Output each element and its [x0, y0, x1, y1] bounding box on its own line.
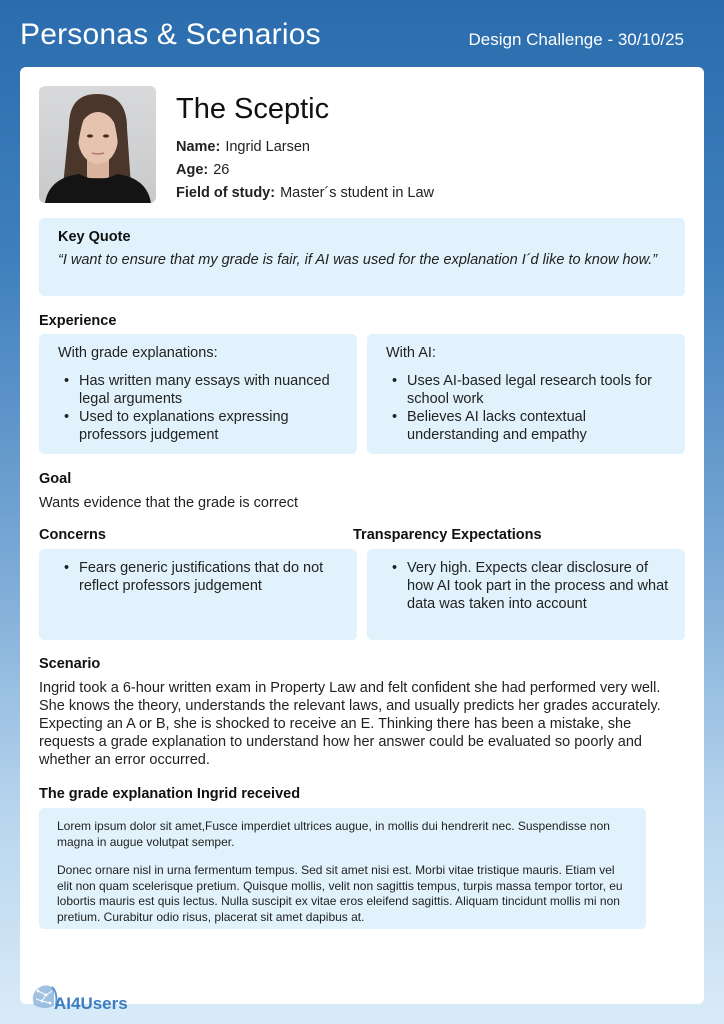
experience-grade-heading: With grade explanations: [58, 345, 218, 361]
list-item: • Very high. Expects clear disclosure of how AI took part in the process and what data was taken into account [407, 559, 671, 613]
key-quote-box [39, 218, 685, 296]
logo-text: AI4Users [54, 994, 128, 1013]
transparency-list [407, 559, 671, 613]
grade-explanation-paragraph-1: Lorem ipsum dolor sit amet,Fusce imperdiet ultrices augue, in mollis dui hendrerit nec. Suspendisse non magna in augue volutpat semper. [57, 819, 610, 849]
list-item: • Has written many essays with nuanced legal arguments [79, 372, 343, 408]
scenario-text: Ingrid took a 6-hour written exam in Property Law and felt confident she had performed very well. She knows the theory, understands the relevant laws, and usually predicts her grades accurately. Expecting an A or B, she is shocked to receive an E. Thinking there has been a mistake, she requests a grade explanation to understand how her answer could be evaluated so poorly and whether an error occurred. [39, 680, 661, 768]
page-subtitle: Design Challenge - 30/10/25 [468, 30, 684, 49]
person-portrait-icon [39, 86, 156, 203]
age-label: Age: [176, 162, 209, 178]
transparency-box [367, 549, 685, 640]
persona-card [20, 67, 704, 1004]
persona-title: The Sceptic [176, 93, 330, 125]
field-label: Field of study: [176, 185, 276, 201]
goal-label: Goal [39, 471, 72, 487]
key-quote-label: Key Quote [58, 229, 131, 245]
key-quote-text: “I want to ensure that my grade is fair, if AI was used for the explanation I´d like to know how.” [58, 252, 658, 268]
experience-grade-box [39, 334, 357, 454]
ai4users-logo [30, 982, 128, 1014]
persona-name-row [176, 139, 310, 155]
persona-field-row [176, 185, 434, 201]
age-value: 26 [213, 162, 230, 178]
persona-age-row [176, 162, 229, 178]
experience-grade-list [79, 372, 343, 444]
scenario-label: Scenario [39, 656, 101, 672]
name-value: Ingrid Larsen [225, 139, 310, 155]
field-value: Master´s student in Law [280, 185, 435, 201]
concerns-box [39, 549, 357, 640]
name-label: Name: [176, 139, 221, 155]
list-item: • Used to explanations expressing professors judgement [79, 408, 343, 444]
list-item: • Fears generic justifications that do not reflect professors judgement [79, 559, 343, 595]
experience-ai-list [407, 372, 671, 444]
experience-ai-heading: With AI: [386, 345, 436, 361]
grade-explanation-box [39, 808, 646, 929]
grade-explanation-label: The grade explanation Ingrid received [39, 786, 301, 802]
concerns-list [79, 559, 343, 595]
list-item: • Believes AI lacks contextual understanding and empathy [407, 408, 671, 444]
persona-photo [39, 86, 156, 203]
page-title: Personas & Scenarios [20, 18, 321, 51]
experience-label: Experience [39, 313, 117, 329]
list-item: • Uses AI-based legal research tools for school work [407, 372, 671, 408]
experience-ai-box [367, 334, 685, 454]
transparency-label: Transparency Expectations [353, 527, 542, 543]
grade-explanation-paragraph-2: Donec ornare nisl in urna fermentum tempus. Sed sit amet nisi est. Morbi vitae tristique mauris. Etiam vel elit non quam scelerisque pretium. Quisque mollis, velit non sagittis tempus, turpis massa tempor tortor, eu lobortis mauris est quis lectus. Nulla suscipit ex vitae eros eleifend sagittis. Aliquam tincidunt mollis mi non pretium. Curabitur odio risus, placerat sit amet dapibus at. [57, 863, 623, 924]
goal-text: Wants evidence that the grade is correct [39, 495, 298, 511]
concerns-label: Concerns [39, 527, 106, 543]
